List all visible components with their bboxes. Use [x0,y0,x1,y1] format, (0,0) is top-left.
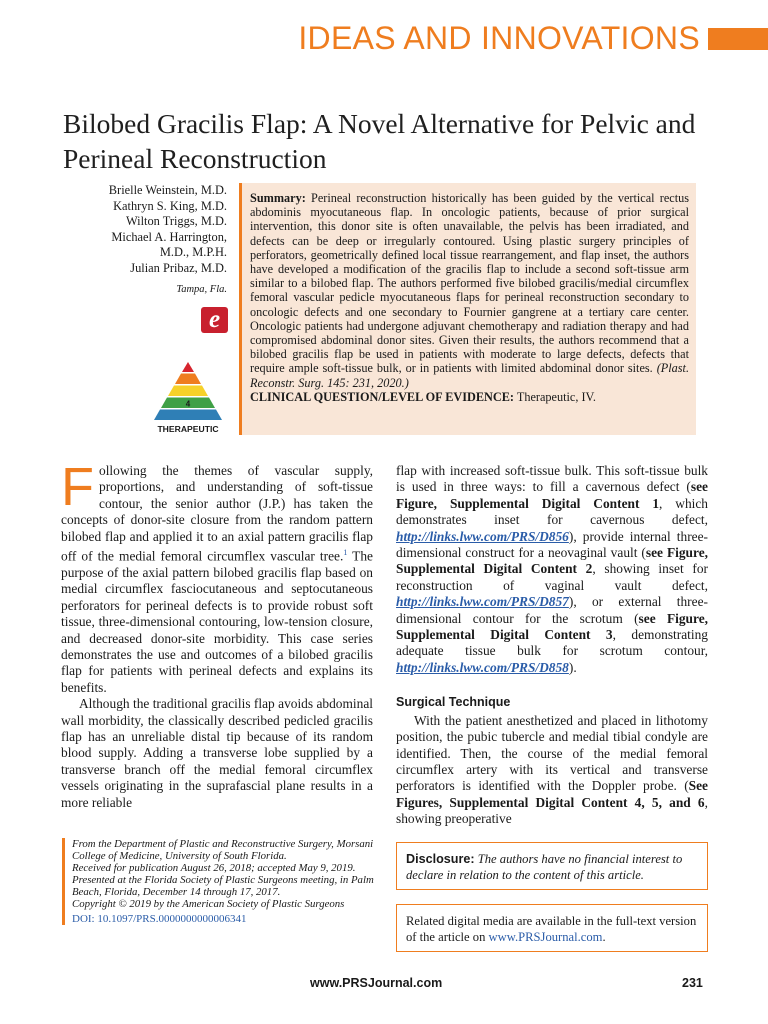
supplemental-ref-456: See Figures, Supplemental Digital Content 4, 5, and 6 [396,778,708,810]
summary-citation: (Plast. Reconstr. Surg. 145: 231, 2020.) [250,361,690,390]
section-banner: IDEAS AND INNOVATIONS [298,20,700,56]
pyramid-level-3 [168,386,208,397]
supplemental-link-3[interactable]: http://links.lww.com/PRS/D858 [396,659,569,675]
footnote-received: Received for publication August 26, 2018; accepted May 9, 2019. [72,862,356,875]
author-2: Kathryn S. King, M.D. [113,198,227,213]
doi-link[interactable]: DOI: 10.1097/PRS.0000000000006341 [72,912,247,925]
author-4: Michael A. Harrington, [111,229,227,244]
text-seg: ), provide internal three-dimensional construct for a neovaginal vault ( [396,528,708,561]
text-seg: flap with increased soft-tissue bulk. This soft-tissue bulk is used in three ways: to fill a cavernous defect ( [396,463,708,495]
clinical-question-label: CLINICAL QUESTION/LEVEL OF EVIDENCE: [250,389,515,404]
pyramid-level-2 [175,374,201,385]
disclosure-text: The authors have no financial interest to declare in relation to the content of this article. [406,852,683,882]
evidence-label: THERAPEUTIC [157,424,219,434]
supplemental-ref-2: see Figure, Supplemental Digital Content 2 [396,545,708,577]
body-column-left [61,457,373,811]
page-number: 231 [682,976,703,990]
footnote-presented: Presented at the Florida Society of Plastic Surgeons meeting, in Palm Beach, Florida, December 14 through 17, 2017. [72,874,374,899]
author-5: Julian Pribaz, M.D. [130,260,227,275]
author-location: Tampa, Fla. [176,283,227,295]
summary-box [239,183,696,435]
drop-cap: F [61,457,94,517]
supplemental-ref-3: see Figure, Supplemental Digital Content 3 [396,610,709,643]
clinical-question-value: Therapeutic, IV. [516,389,596,404]
reference-link-1[interactable]: 1 [343,548,348,558]
footer-site[interactable]: www.PRSJournal.com [310,976,443,990]
section-heading: Surgical Technique [396,695,511,710]
supplemental-ref-1: see Figure, Supplemental Digital Content 1 [396,479,708,511]
summary-label: Summary: [250,191,306,205]
text-seg: With the patient anesthetized and placed in lithotomy position, the pubic tubercle and medial tibial condyle are identified. Then, the course of the medial femoral circumflex artery with its vertical and transverse perforators is identified with the Doppler probe. ( [396,712,708,794]
evidence-pyramid-icon [148,360,228,436]
disclosure-label: Disclosure: [406,852,475,866]
journal-site-link[interactable]: www.PRSJournal.com [488,930,603,944]
author-4-degrees: M.D., M.P.H. [159,245,227,260]
banner-accent-block [708,28,768,50]
author-1: Brielle Weinstein, M.D. [108,183,227,197]
text-seg: , showing inset for reconstruction of vaginal vault defect, [396,561,708,593]
related-media-box [396,904,708,952]
summary-text: Perineal reconstruction historically has been guided by the vertical rectus abdominis myocutaneous flap. In oncologic patients, because of prior surgical intervention, this donor site is often unavailable, the pelvis has been irradiated, and defects can be deep or irregularly contoured. Using plastic surgery principles of perforators, geometrically defined local tissue rearrangement, and flap inset, the authors have developed a modification of the gracilis flap to include a second soft-tissue arm similar to a bilobed flap. The authors performed five bilobed gracilis/medial circumflex femoral vascular pedicle myocutaneous flaps for perineal reconstruction secondary to oncologic defects and one secondary to Fournier gangrene at a tertiary care center. Oncologic patients had undergone adjuvant chemotherapy and radiation therapy and had compromised abdominal donor sites. Given their results, the authors recommend that a bilobed gracilis flap be used in patients with moderate to large defects, defects that require ample soft-tissue bulk, or in patients with limited abdominal donor sites. [250,191,689,376]
media-text-end: . [602,930,606,944]
text-seg: , which demonstrates inset for cavernous defect, [396,495,709,528]
paragraph-continued [396,463,708,676]
author-3: Wilton Triggs, M.D. [125,214,227,229]
online-content-icon: e [201,307,228,333]
author-list [60,183,227,297]
text-seg: , showing preoperative [396,794,708,827]
supplemental-link-2[interactable]: http://links.lww.com/PRS/D857 [396,594,569,610]
intro-text-a: ollowing the themes of vascular supply, proportions, and understanding of soft-tissue contour, the senior author (J.P.) has taken the concepts of donor-site closure from the random pattern bilobed flap and applied it to an axial pattern gracilis flap off of the medial femoral circumflex vascular tree. [61,463,373,564]
media-text: Related digital media are available in the full-text version of the article on [406,914,697,944]
supplemental-link-1[interactable]: http://links.lww.com/PRS/D856 [396,528,569,544]
paragraph-surgical [396,713,708,828]
text-seg: ), or external three-dimensional contour for the scrotum ( [396,594,708,626]
affiliation-footnote [62,838,387,925]
article-title: Bilobed Gracilis Flap: A Novel Alternative for Pelvic and Perineal Reconstruction [63,108,696,174]
footnote-affiliation: From the Department of Plastic and Reconstructive Surgery, Morsani College of Medicine, University of South Florida. [72,838,374,863]
intro-text-b: The purpose of the axial pattern bilobed gracilis flap based on medial circumflex fasciocutaneous and septocutaneous perforators for perineal defects is to provide robust soft tissue, three-dimensional contouring, low-tension closure, and decreased donor-site morbidity. This case series demonstrates the use and outcomes of a bilobed gracilis flap for patients with perineal defects and explains its benefits. [61,548,373,695]
footnote-copyright: Copyright © 2019 by the American Society of Plastic Surgeons [72,898,345,911]
disclosure-box [396,842,708,890]
paragraph-2: Although the traditional gracilis flap avoids abdominal wall morbidity, the classically described pedicled gracilis flap has an unreliable distal tip because of its random blood supply. Adding a transverse lobe supplied by a transverse branch off the medial femoral circumflex vessels originating in the suprafascial plane results in a more reliable [61,696,373,810]
evidence-level-number: 4 [185,399,191,409]
paragraph-intro [61,457,373,696]
text-seg: , demonstrating adequate tissue bulk for scrotum contour, [396,627,708,659]
pyramid-level-1 [182,362,194,372]
text-seg: ). [568,659,577,675]
pyramid-level-5 [154,410,222,421]
body-column-right [396,463,708,828]
